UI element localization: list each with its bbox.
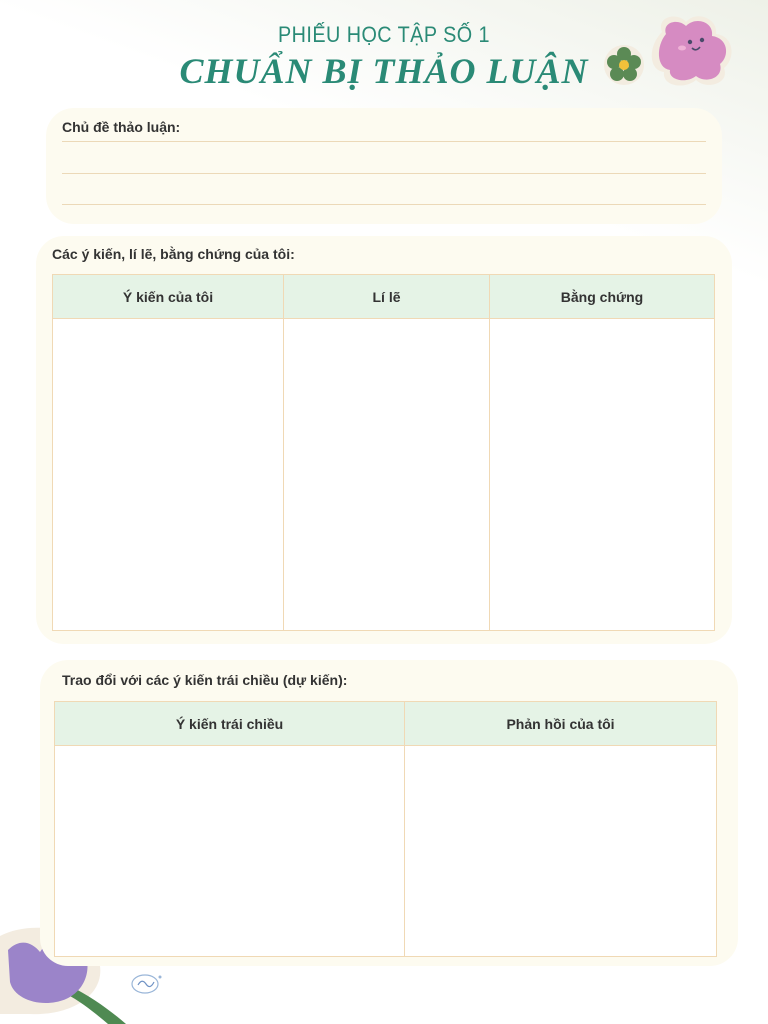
counter-cell-my-response[interactable] xyxy=(405,746,717,957)
opinions-cell-reasoning[interactable] xyxy=(284,319,490,631)
topic-line-1[interactable] xyxy=(62,141,706,142)
topic-line-2[interactable] xyxy=(62,173,706,174)
opinions-label: Các ý kiến, lí lẽ, bằng chứng của tôi: xyxy=(52,246,295,262)
counter-cell-opposing-opinion[interactable] xyxy=(55,746,405,957)
opinions-table xyxy=(52,274,715,631)
topic-line-3[interactable] xyxy=(62,204,706,205)
brand-logo-icon xyxy=(130,972,164,996)
counter-label: Trao đổi với các ý kiến trái chiều (dự kiến): xyxy=(62,672,348,688)
counter-table xyxy=(54,701,717,957)
counter-header-opposing-opinion: Ý kiến trái chiều xyxy=(55,702,405,746)
opinions-header-evidence: Bằng chứng xyxy=(490,275,715,319)
opinions-header-reasoning: Lí lẽ xyxy=(284,275,490,319)
topic-label: Chủ đề thảo luận: xyxy=(62,119,181,135)
page-title: CHUẨN BỊ THẢO LUẬN xyxy=(179,51,589,91)
page-header xyxy=(0,22,768,92)
worksheet-number: PHIẾU HỌC TẬP SỐ 1 xyxy=(277,22,491,47)
opinions-header-my-opinion: Ý kiến của tôi xyxy=(53,275,284,319)
opinions-cell-my-opinion[interactable] xyxy=(53,319,284,631)
opinions-cell-evidence[interactable] xyxy=(490,319,715,631)
counter-header-my-response: Phản hồi của tôi xyxy=(405,702,717,746)
